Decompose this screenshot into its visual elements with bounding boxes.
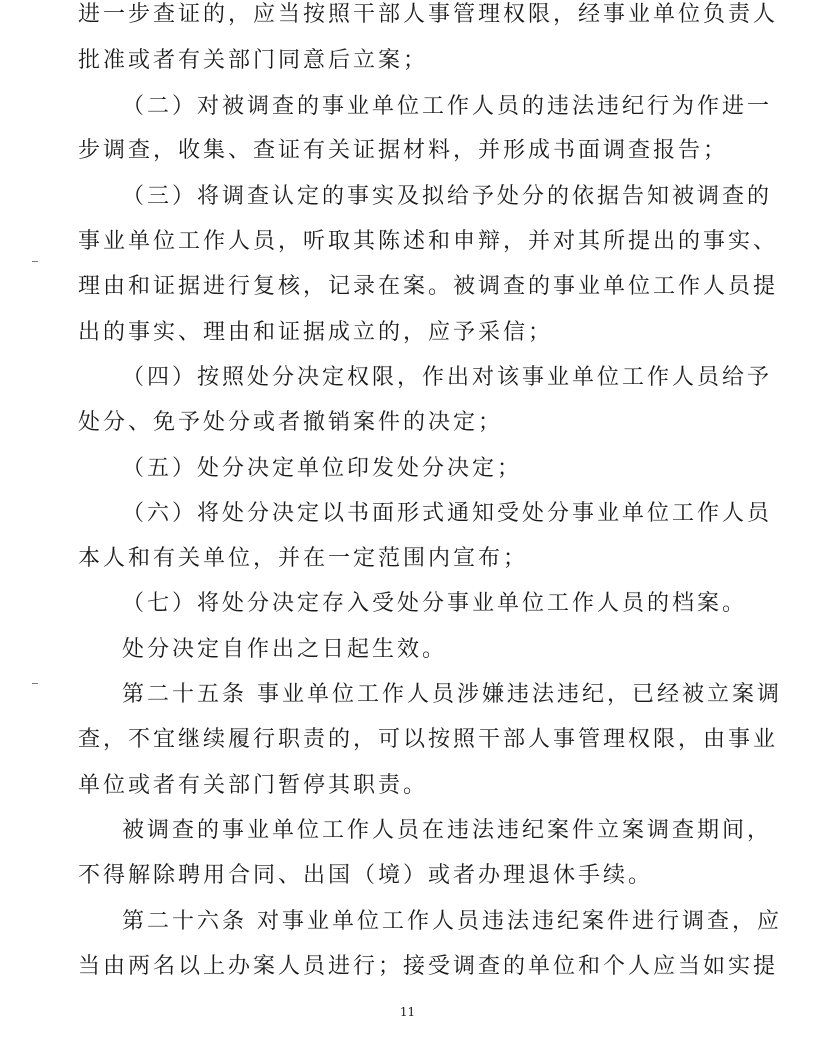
text-line-20: 不得解除聘用合同、出国（境）或者办理退休手续。: [78, 863, 654, 888]
text-line-16: 第二十五条 事业单位工作人员涉嫌违法违纪，已经被立案调: [122, 682, 782, 707]
text-line-21: 第二十六条 对事业单位工作人员违法违纪案件进行调查，应: [122, 909, 782, 934]
text-line-15: 处分决定自作出之日起生效。: [122, 637, 448, 662]
text-line-9: （四）按照处分决定权限，作出对该事业单位工作人员给予: [122, 365, 773, 390]
text-line-12: （六）将处分决定以书面形式通知受处分事业单位工作人员: [122, 501, 773, 526]
text-line-17: 查，不宜继续履行职责的，可以按照干部人事管理权限，由事业: [78, 727, 779, 752]
text-line-10: 处分、免予处分或者撤销案件的决定；: [78, 410, 504, 435]
text-line-4: 步调查，收集、查证有关证据材料，并形成书面调查报告；: [78, 138, 729, 163]
text-line-14: （七）将处分决定存入受处分事业单位工作人员的档案。: [122, 591, 748, 616]
scan-speck: [32, 261, 38, 262]
text-line-11: （五）处分决定单位印发处分决定；: [122, 456, 523, 481]
text-line-22: 当由两名以上办案人员进行；接受调查的单位和个人应当如实提: [78, 954, 779, 979]
text-line-5: （三）将调查认定的事实及拟给予处分的依据告知被调查的: [122, 184, 773, 209]
text-line-3: （二）对被调查的事业单位工作人员的违法违纪行为作进一: [122, 94, 773, 119]
text-line-7: 理由和证据进行复核，记录在案。被调查的事业单位工作人员提: [78, 274, 779, 299]
text-line-18: 单位或者有关部门暂停其职责。: [78, 773, 429, 798]
text-line-8: 出的事实、理由和证据成立的，应予采信；: [78, 320, 554, 345]
text-line-6: 事业单位工作人员，听取其陈述和申辩，并对其所提出的事实、: [78, 229, 779, 254]
text-line-1: 进一步查证的，应当按照干部人事管理权限，经事业单位负责人: [78, 2, 779, 27]
scan-speck: [32, 683, 38, 684]
text-line-19: 被调查的事业单位工作人员在违法违纪案件立案调查期间，: [122, 818, 773, 843]
text-line-2: 批准或者有关部门同意后立案；: [78, 48, 429, 73]
page-number: 11: [399, 1005, 416, 1019]
text-line-13: 本人和有关单位，并在一定范围内宣布；: [78, 546, 529, 571]
